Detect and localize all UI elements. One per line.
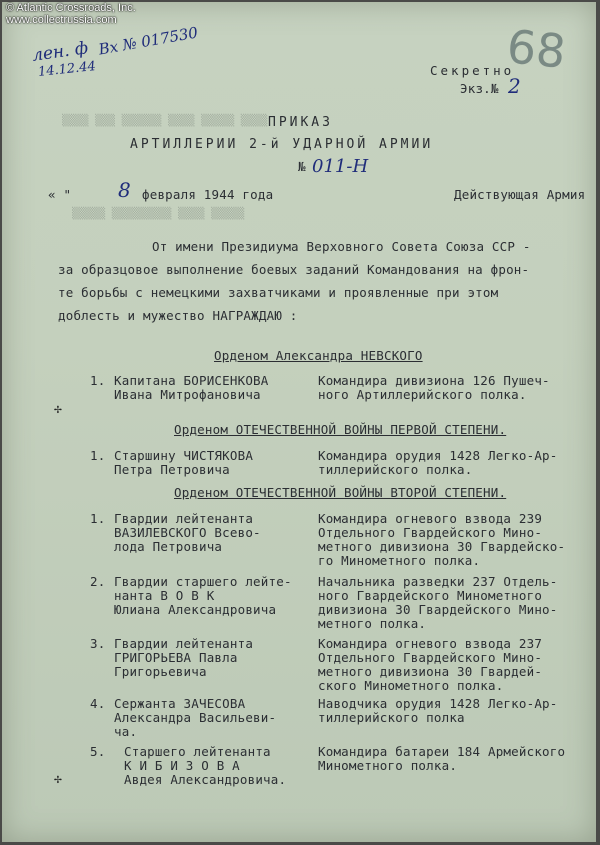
- watermark-line1: © Atlantic Crossroads, Inc.: [6, 2, 136, 14]
- award-section-title: Орденом ОТЕЧЕСТВЕННОЙ ВОЙНЫ ВТОРОЙ СТЕПЕНИ.: [174, 485, 507, 500]
- recipient-position: дивизиона 30 Гвардейского Мино-: [318, 602, 558, 617]
- recipient-position: Наводчика орудия 1428 Легко-Ар-: [318, 696, 558, 711]
- recipient-name: ГРИГОРЬЕВА Павла: [114, 650, 238, 665]
- recipient-name: нанта В О В К: [114, 588, 215, 603]
- recipient-name: Гвардии старшего лейте-: [114, 574, 292, 589]
- document-title: ПРИКАЗ: [268, 115, 333, 130]
- entry-number: 5.: [90, 744, 106, 759]
- recipient-name: Петра Петровича: [114, 462, 230, 477]
- recipient-name: Александра Васильеви-: [114, 710, 277, 725]
- recipient-name: ВАЗИЛЕВСКОГО Всево-: [114, 525, 261, 540]
- handwritten-note-a: лен. ф: [30, 38, 90, 66]
- entry-number: 1.: [90, 511, 106, 526]
- handwritten-date: 14.12.44: [37, 59, 97, 80]
- preamble-line-1: От имени Президиума Верховного Совета Союза ССР -: [152, 239, 531, 254]
- recipient-position: Отдельного Гвардейского Мино-: [318, 650, 543, 665]
- date-quote-open: « ": [48, 187, 72, 202]
- recipient-position: метного дивизиона 30 Гвардейско-: [318, 539, 566, 554]
- pencil-page-number: 68: [504, 19, 569, 79]
- recipient-position: Начальника разведки 237 Отдель-: [318, 574, 558, 589]
- bleed-through-text: ▒▒▒▒ ▒▒▒ ▒▒▒▒▒▒ ▒▒▒▒ ▒▒▒▒▒ ▒▒▒▒: [62, 114, 268, 127]
- order-day: 8: [118, 178, 131, 202]
- recipient-position: Командира дивизиона 126 Пушеч-: [318, 373, 550, 388]
- issuing-unit: АРТИЛЛЕРИИ 2-й УДАРНОЙ АРМИИ: [130, 137, 434, 152]
- order-number-label: №: [298, 159, 306, 174]
- recipient-position: Командира батареи 184 Армейского: [318, 744, 566, 759]
- recipient-name: Юлиана Александровича: [114, 602, 277, 617]
- recipient-name: Авдея Александровича.: [124, 772, 287, 787]
- recipient-name: Григорьевича: [114, 664, 207, 679]
- recipient-name: ча.: [114, 724, 138, 739]
- recipient-position: метного дивизиона 30 Гвардей-: [318, 664, 543, 679]
- recipient-position: Командира огневого взвода 237: [318, 636, 543, 651]
- recipient-name: Сержанта ЗАЧЕСОВА: [114, 696, 246, 711]
- recipient-name: лода Петровича: [114, 539, 223, 554]
- copy-label: Экз.№: [460, 81, 499, 96]
- recipient-position: Командира орудия 1428 Легко-Ар-: [318, 448, 558, 463]
- recipient-name: Капитана БОРИСЕНКОВА: [114, 373, 269, 388]
- recipient-position: тиллерийского полка: [318, 710, 465, 725]
- entry-number: 1.: [90, 373, 106, 388]
- entry-number: 2.: [90, 574, 106, 589]
- secret-stamp: Секретно: [430, 63, 515, 78]
- margin-tick-mark: ✢: [54, 772, 62, 787]
- copy-number: 2: [508, 74, 521, 98]
- order-date: февраля 1944 года: [142, 187, 274, 202]
- recipient-name: Старшего лейтенанта: [124, 744, 271, 759]
- recipient-name: Старшину ЧИСТЯКОВА: [114, 448, 254, 463]
- recipient-position: Отдельного Гвардейского Мино-: [318, 525, 543, 540]
- preamble-line-4: доблесть и мужество НАГРАЖДАЮ :: [58, 308, 298, 323]
- recipient-position: ного Гвардейского Минометного: [318, 588, 543, 603]
- entry-number: 1.: [90, 448, 106, 463]
- recipient-name: Гвардии лейтенанта: [114, 511, 254, 526]
- recipient-position: метного полка.: [318, 616, 427, 631]
- recipient-position: ского Минометного полка.: [318, 678, 504, 693]
- recipient-position: тиллерийского полка.: [318, 462, 473, 477]
- recipient-position: ного Артиллерийского полка.: [318, 387, 527, 402]
- preamble-line-3: те борьбы с немецкими захватчиками и проявленные при этом: [58, 285, 499, 300]
- recipient-position: Минометного полка.: [318, 758, 458, 773]
- document-page: [2, 2, 596, 842]
- watermark: [6, 2, 136, 26]
- bleed-through-text: ▒▒▒▒▒ ▒▒▒▒▒▒▒▒▒ ▒▒▒▒ ▒▒▒▒▒: [72, 207, 245, 220]
- recipient-name: Ивана Митрофановича: [114, 387, 261, 402]
- order-number: 011-Н: [312, 156, 369, 177]
- margin-tick-mark: ✢: [54, 402, 62, 417]
- award-section-title: Орденом ОТЕЧЕСТВЕННОЙ ВОЙНЫ ПЕРВОЙ СТЕПЕНИ.: [174, 422, 507, 437]
- recipient-name: К И Б И З О В А: [124, 758, 240, 773]
- recipient-position: го Минометного полка.: [318, 553, 481, 568]
- location: Действующая Армия: [454, 187, 586, 202]
- entry-number: 4.: [90, 696, 106, 711]
- entry-number: 3.: [90, 636, 106, 651]
- recipient-name: Гвардии лейтенанта: [114, 636, 254, 651]
- handwritten-incoming-number: Вх № 017530: [97, 23, 200, 59]
- award-section-title: Орденом Александра НЕВСКОГО: [214, 348, 423, 363]
- watermark-line2: www.collectrussia.com: [6, 14, 117, 26]
- preamble-line-2: за образцовое выполнение боевых заданий Командования на фрон-: [58, 262, 530, 277]
- recipient-position: Командира огневого взвода 239: [318, 511, 543, 526]
